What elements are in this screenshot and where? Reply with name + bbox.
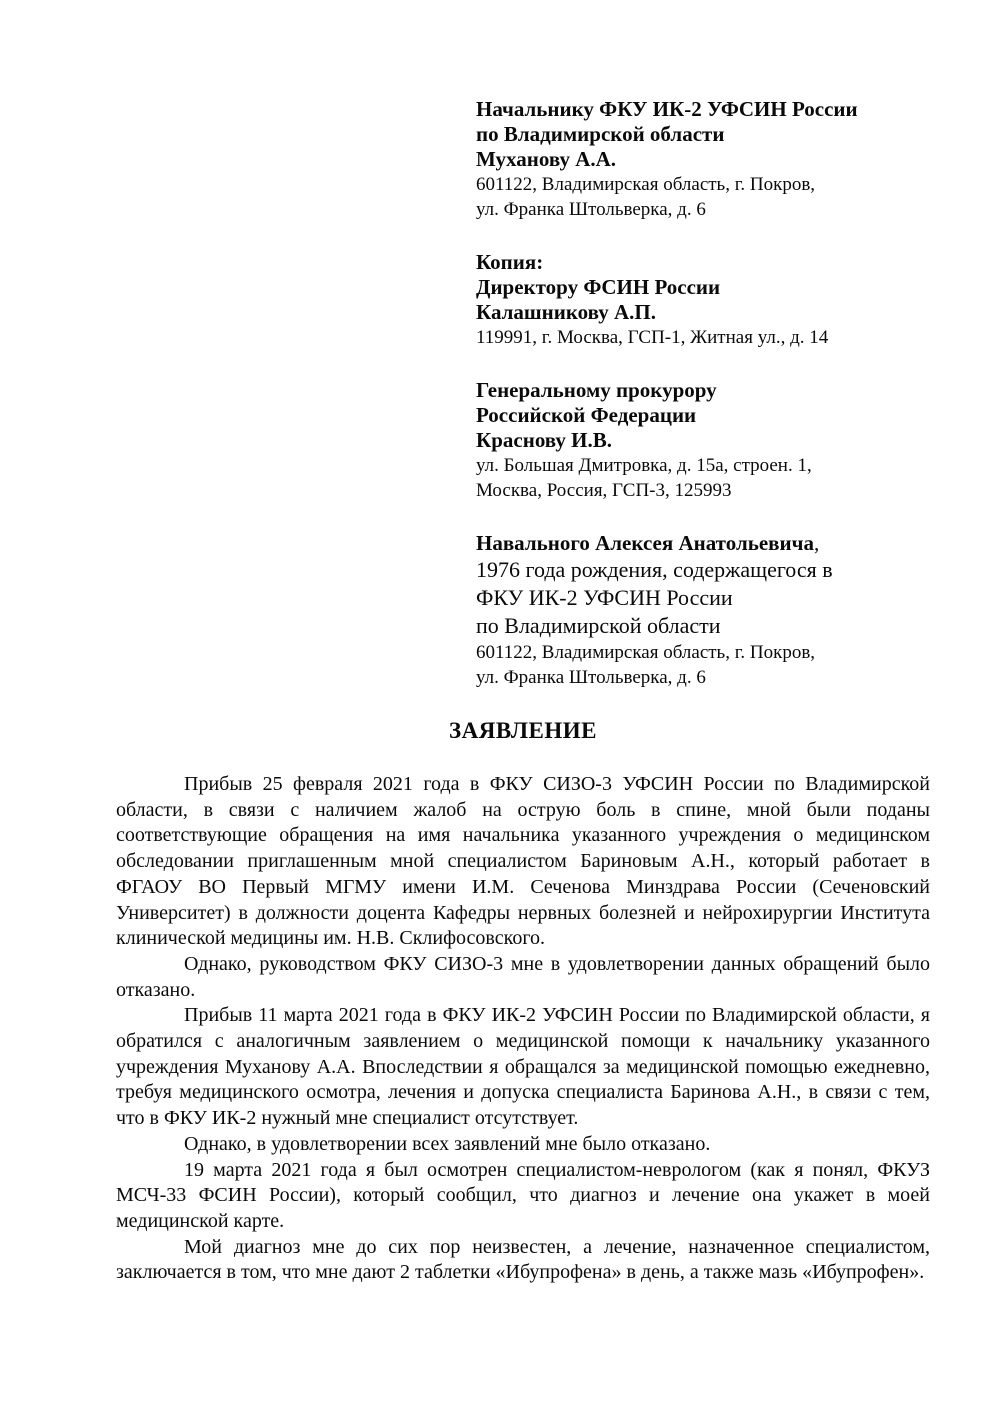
recipient-address-line: 601122, Владимирская область, г. Покров, — [476, 174, 816, 195]
paragraph-3: Прибыв 11 марта 2021 года в ФКУ ИК-2 УФСИН России по Владимирской области, я обратился с аналогичным заявлением о медицинской помощи к начальнику указанного учреждения Муханову А.А. Впоследствии я обращался за медицинской помощью ежедневно, требуя медицинского осмотра, лечения и допуска специалиста Баринова А.Н., в связи с тем, что в ФКУ ИК-2 нужный мне специалист отсутствует. — [116, 1004, 930, 1130]
document-body — [116, 772, 930, 1286]
recipient-address-line: Москва, Россия, ГСП-3, 125993 — [476, 480, 732, 501]
recipient-address-line: 119991, г. Москва, ГСП-1, Житная ул., д. 14 — [476, 327, 829, 348]
paragraph-1: Прибыв 25 февраля 2021 года в ФКУ СИЗО-3 УФСИН России по Владимирской области, в связи с наличием жалоб на острую боль в спине, мной были поданы соответствующие обращения на имя начальника указанного учреждения о медицинском обследовании приглашенным мной специалистом Бариновым А.Н., который работает в ФГАОУ ВО Первый МГМУ имени И.М. Сеченова Минздрава России (Сеченовский Университет) в должности доцента Кафедры нервных болезней и нейрохирургии Института клинической медицины им. Н.В. Склифосовского. — [116, 773, 930, 950]
recipient-block-prosecutor-general — [476, 378, 930, 503]
recipient-line: Муханову А.А. — [476, 147, 617, 171]
applicant-info-line: по Владимирской области — [476, 613, 721, 638]
recipient-line: Генеральному прокурору — [476, 378, 717, 402]
copy-label: Копия: — [476, 250, 544, 274]
recipient-line: Краснову И.В. — [476, 428, 613, 452]
paragraph-6: Мой диагноз мне до сих пор неизвестен, а лечение, назначенное специалистом, заключается в том, что мне дают 2 таблетки «Ибупрофена» в день, а также мазь «Ибупрофен». — [116, 1235, 930, 1284]
document-title: ЗАЯВЛЕНИЕ — [449, 718, 597, 743]
recipient-address-line: ул. Большая Дмитровка, д. 15а, строен. 1, — [476, 455, 812, 476]
recipient-block-fsin-director — [476, 250, 930, 350]
paragraph-4: Однако, в удовлетворении всех заявлений мне было отказано. — [184, 1132, 711, 1155]
recipient-line: Директору ФСИН России — [476, 275, 721, 299]
recipient-block-warden — [476, 97, 930, 222]
recipient-line: Начальнику ФКУ ИК-2 УФСИН России — [476, 97, 858, 121]
recipient-address-line: ул. Франка Штольверка, д. 6 — [476, 199, 706, 220]
applicant-info-line: 1976 года рождения, содержащегося в — [476, 557, 833, 582]
recipient-line: Калашникову А.П. — [476, 300, 657, 324]
paragraph-5: 19 марта 2021 года я был осмотрен специалистом-неврологом (как я понял, ФКУЗ МСЧ-33 ФСИН России), который сообщил, что диагноз и лечение она укажет в моей медицинской карте. — [116, 1158, 930, 1232]
recipient-line: по Владимирской области — [476, 122, 725, 146]
recipient-line: Российской Федерации — [476, 403, 697, 427]
applicant-address-line: 601122, Владимирская область, г. Покров, — [476, 642, 816, 663]
applicant-info-line: ФКУ ИК-2 УФСИН России — [476, 585, 733, 610]
applicant-name-suffix: , — [813, 531, 820, 555]
applicant-name-line — [476, 531, 930, 556]
applicant-block — [476, 531, 930, 690]
applicant-name: Навального Алексея Анатольевича — [476, 531, 814, 555]
recipient-blocks — [476, 97, 930, 690]
paragraph-2: Однако, руководством ФКУ СИЗО-3 мне в удовлетворении данных обращений было отказано. — [116, 952, 930, 1001]
applicant-address-line: ул. Франка Штольверка, д. 6 — [476, 667, 706, 688]
